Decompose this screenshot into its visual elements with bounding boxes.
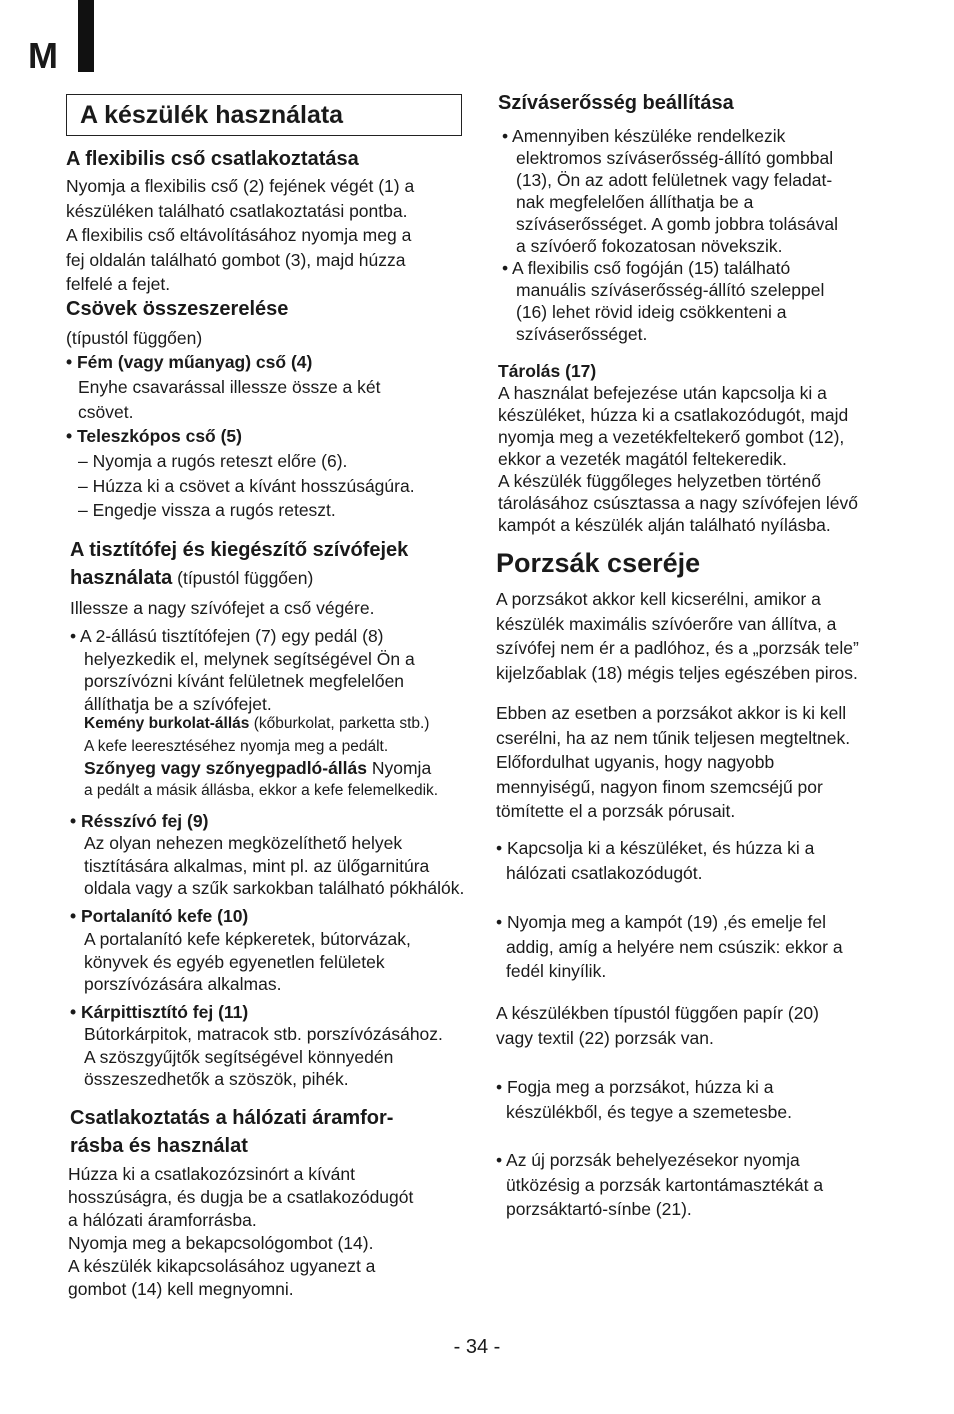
paragraph-line: • A flexibilis cső fogóján (15) található: [502, 258, 791, 278]
paragraph-line: • Amennyiben készüléke rendelkezik: [502, 126, 786, 146]
paragraph-line: tisztítására alkalmas, mint pl. az ülőgarnitúra: [84, 855, 430, 876]
heading-tube-assembly: Csövek összeszerelése: [66, 298, 289, 320]
heading-flexible-hose: A flexibilis cső csatlakoztatása: [66, 148, 359, 170]
paragraph-line: Enyhe csavarással illessze össze a két: [78, 377, 381, 397]
paragraph-line: porzsáktartó-sínbe (21).: [506, 1199, 692, 1219]
text-span: Kemény burkolat-állás: [84, 715, 250, 732]
paragraph-line: A porzsákot akkor kell kicserélni, amikor a: [496, 589, 821, 609]
paragraph-line: hálózati csatlakozódugót.: [506, 862, 703, 883]
paragraph-line: mennyiségű, nagyon finom szemcséjű por: [496, 776, 823, 797]
text-span: Nyomja: [367, 758, 432, 778]
bullet-dusting-brush: • Portalanító kefe (10): [70, 906, 249, 926]
paragraph-line: A szöszgyűjtők segítségével könnyedén: [84, 1046, 394, 1067]
bullet-telescopic-tube: • Teleszkópos cső (5): [66, 426, 242, 446]
paragraph-line: Bútorkárpitok, matracok stb. porszívózásához.: [84, 1024, 443, 1044]
paragraph-line: Húzza ki a csatlakozózsinórt a kívánt: [68, 1164, 355, 1184]
paragraph-line: gombot (14) kell megnyomni.: [68, 1279, 294, 1299]
bullet-upholstery-tool: • Kárpittisztító fej (11): [70, 1002, 249, 1022]
paragraph-line: a pedált a másik állásba, ekkor a kefe felemelkedik.: [84, 782, 439, 799]
language-letter: M: [28, 35, 58, 76]
heading-mains-connection-2: rásba és használat: [70, 1135, 248, 1157]
paragraph-line: Ebben az esetben a porzsákot akkor is ki kell: [496, 703, 847, 723]
paragraph-line: Nyomja a flexibilis cső (2) fejének végét (1) a: [66, 176, 415, 196]
paragraph-line: kampót a készülék alján található nyílásba.: [498, 515, 831, 535]
paragraph-line: manuális szíváserősség-állító szeleppel: [516, 280, 825, 300]
paragraph-line: felfelé a fejet.: [66, 274, 171, 294]
paragraph-line: elektromos szíváserősség-állító gombbal: [516, 148, 834, 168]
paragraph-line: könyvek és egyéb egyenetlen felületek: [84, 951, 385, 972]
heading-mains-connection: Csatlakoztatás a hálózati áramfor-: [70, 1107, 394, 1129]
paragraph-line: készüléket, húzza ki a csatlakozódugót, majd: [498, 405, 849, 425]
paragraph-line: A portalanító kefe képkeretek, bútorvázak,: [84, 929, 411, 949]
paragraph-line: A készülék kikapcsolásához ugyanezt a: [68, 1256, 376, 1276]
bullet-crevice-tool: • Résszívó fej (9): [70, 811, 209, 831]
paragraph-line: vagy textil (22) porzsák van.: [496, 1027, 714, 1048]
paragraph-line: fej oldalán található gombot (3), majd húzza: [66, 249, 406, 270]
paragraph-line: nyomja meg a vezetékfeltekerő gombot (12),: [498, 427, 845, 447]
paragraph-line: • A 2-állású tisztítófejen (7) egy pedál (8): [70, 626, 384, 646]
heading-suction-power: Szíváserősség beállítása: [498, 92, 734, 114]
paragraph-line: összeszedhetők a szöszök, pihék.: [84, 1069, 349, 1089]
paragraph-line: ekkor a vezeték magától feltekeredik.: [498, 449, 787, 469]
paragraph-line: A flexibilis cső eltávolításához nyomja meg a: [66, 225, 412, 245]
bullet-metal-tube: • Fém (vagy műanyag) cső (4): [66, 352, 313, 372]
paragraph-line: állíthatja be a szívófejet.: [84, 693, 272, 714]
page-number: - 34 -: [453, 1336, 501, 1358]
paragraph-line: A készülék függőleges helyzetben történő: [498, 471, 821, 491]
paragraph-line: készüléken található csatlakoztatási pontba.: [66, 200, 408, 221]
paragraph-line: csövet.: [78, 401, 134, 422]
paragraph-line: szívófej nem ér a padlóhoz, és a „porzsák tele”: [496, 638, 859, 658]
paragraph-line: • Kapcsolja ki a készüléket, és húzza ki a: [496, 838, 815, 858]
paragraph-line: készülék maximális szívóerőre van állítva, a: [496, 613, 837, 634]
paragraph-line: nak megfelelően állíthatja be a: [516, 192, 754, 212]
paragraph-line: • Nyomja meg a kampót (19) ,és emelje fel: [496, 912, 827, 932]
paragraph-line: a szívóerő fokozatosan növekszik.: [516, 236, 783, 256]
paragraph-line: Illessze a nagy szívófejet a cső végére.: [70, 598, 375, 618]
paragraph-line: oldala vagy a szűk sarkokban található pókhálók.: [84, 878, 465, 898]
paragraph-line: porszívózására alkalmas.: [84, 974, 282, 994]
paragraph-line: A kefe leeresztéséhez nyomja meg a pedált.: [84, 738, 389, 755]
paragraph-line: • Fogja meg a porzsákot, húzza ki a: [496, 1077, 774, 1097]
paragraph-line: cserélni, ha az nem tűnik teljesen megteltnek.: [496, 727, 851, 748]
text-span: (kőburkolat, parketta stb.): [249, 715, 430, 732]
paragraph-line: porszívózni kívánt felületnek megfelelően: [84, 671, 405, 691]
heading-dust-bag: Porzsák cseréje: [496, 548, 701, 578]
paragraph-line: kijelzőablak (18) mégis teljes egészében piros.: [496, 662, 858, 683]
paragraph-line: Nyomja meg a bekapcsológombot (14).: [68, 1233, 374, 1253]
paragraph-line: – Nyomja a rugós reteszt előre (6).: [78, 451, 348, 471]
paragraph-line: ütközésig a porzsák kartontámasztékát a: [506, 1174, 824, 1195]
language-tab-bar: [78, 0, 94, 72]
text-span: Szőnyeg vagy szőnyegpadló-állás: [84, 758, 367, 778]
text-span: használata: [70, 567, 173, 589]
paragraph-line: addig, amíg a helyére nem csúszik: ekkor a: [506, 936, 843, 957]
hard-floor-mode: [84, 712, 429, 737]
paragraph-line: (13), Ön az adott felületnek vagy feladat-: [516, 170, 833, 190]
paragraph-line: – Húzza ki a csövet a kívánt hosszúságúra.: [78, 475, 415, 496]
heading-cleaning-head: A tisztítófej és kiegészítő szívófejek: [70, 539, 409, 561]
paragraph-line: tömítette el a porzsák pórusait.: [496, 801, 736, 821]
paragraph-line: Az olyan nehezen megközelíthető helyek: [84, 833, 403, 853]
paragraph-line: (16) lehet rövid ideig csökkenteni a: [516, 302, 787, 322]
paragraph-line: szíváserősséget. A gomb jobbra tolásával: [516, 214, 838, 234]
section-title-box: A készülék használata: [66, 94, 462, 136]
paragraph-line: szíváserősséget.: [516, 324, 648, 344]
paragraph-line: A használat befejezése után kapcsolja ki a: [498, 383, 827, 403]
text-span: (típustól függően): [172, 568, 314, 588]
paragraph-line: a hálózati áramforrásba.: [68, 1210, 257, 1230]
paragraph-line: Előfordulhat ugyanis, hogy nagyobb: [496, 752, 775, 772]
paragraph-line: A készülékben típustól függően papír (20): [496, 1003, 819, 1023]
paragraph-line: – Engedje vissza a rugós reteszt.: [78, 500, 336, 520]
paragraph-line: fedél kinyílik.: [506, 961, 607, 981]
heading-storage: Tárolás (17): [498, 361, 597, 381]
carpet-mode: [84, 756, 431, 781]
paragraph-line: helyezkedik el, melynek segítségével Ön a: [84, 648, 415, 669]
paragraph-line: készülékből, és tegye a szemetesbe.: [506, 1101, 792, 1122]
paragraph-line: • Az új porzsák behelyezésekor nyomja: [496, 1150, 800, 1170]
paragraph-line: hosszúságra, és dugja be a csatlakozódugót: [68, 1187, 414, 1207]
subheading-note: (típustól függően): [66, 328, 203, 348]
heading-cleaning-head-2: [70, 566, 313, 591]
paragraph-line: tárolásához csúsztassa a nagy szívófejen lévő: [498, 493, 858, 513]
